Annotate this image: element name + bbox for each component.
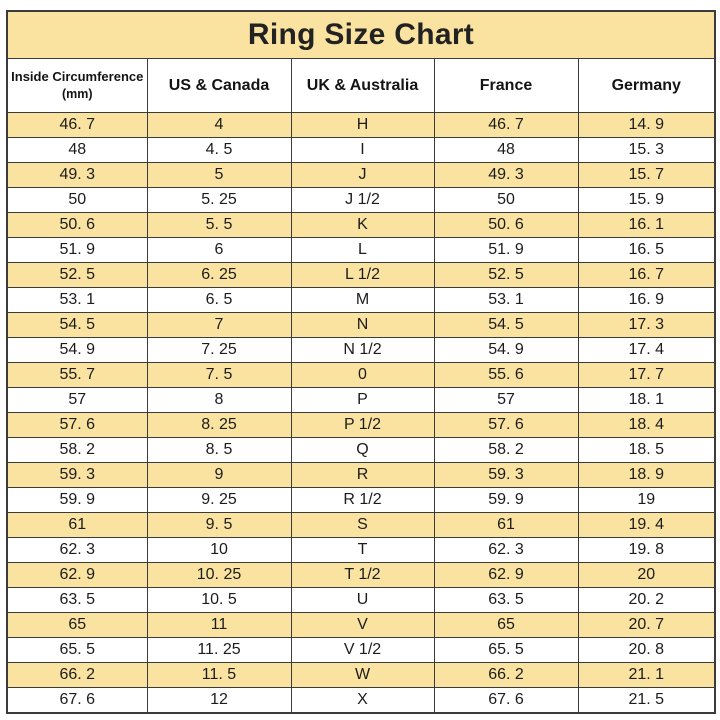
table-cell: 53. 1 — [7, 288, 147, 313]
table-cell: 51. 9 — [7, 238, 147, 263]
table-cell: 8. 5 — [147, 438, 291, 463]
table-row — [7, 488, 715, 513]
table-cell: 50. 6 — [434, 213, 578, 238]
table-cell: 17. 4 — [578, 338, 715, 363]
table-cell: 57 — [434, 388, 578, 413]
table-cell: 50. 6 — [7, 213, 147, 238]
table-row — [7, 263, 715, 288]
table-cell: 7 — [147, 313, 291, 338]
ring-size-chart-table — [6, 10, 716, 714]
table-cell: 19 — [578, 488, 715, 513]
table-cell: 11. 5 — [147, 663, 291, 688]
table-cell: K — [291, 213, 434, 238]
table-cell: Q — [291, 438, 434, 463]
table-cell: 16. 1 — [578, 213, 715, 238]
col-header-inside-circumference-unit: (mm) — [61, 86, 93, 101]
table-row — [7, 363, 715, 388]
table-cell: L 1/2 — [291, 263, 434, 288]
table-cell: H — [291, 113, 434, 138]
table-cell: 5 — [147, 163, 291, 188]
table-cell: 20 — [578, 563, 715, 588]
table-cell: 66. 2 — [7, 663, 147, 688]
table-cell: 49. 3 — [434, 163, 578, 188]
table-cell: 57. 6 — [7, 413, 147, 438]
table-cell: 0 — [291, 363, 434, 388]
table-cell: S — [291, 513, 434, 538]
table-cell: 11 — [147, 613, 291, 638]
table-cell: 51. 9 — [434, 238, 578, 263]
table-row — [7, 338, 715, 363]
table-row — [7, 513, 715, 538]
col-header-germany: Germany — [578, 59, 715, 113]
table-cell: 58. 2 — [7, 438, 147, 463]
table-cell: 17. 3 — [578, 313, 715, 338]
table-cell: 16. 7 — [578, 263, 715, 288]
table-row — [7, 238, 715, 263]
table-row — [7, 213, 715, 238]
table-cell: 63. 5 — [7, 588, 147, 613]
table-cell: I — [291, 138, 434, 163]
table-cell: 20. 8 — [578, 638, 715, 663]
table-cell: 9. 5 — [147, 513, 291, 538]
table-cell: 8. 25 — [147, 413, 291, 438]
table-cell: 57 — [7, 388, 147, 413]
table-cell: 65. 5 — [7, 638, 147, 663]
col-header-inside-circumference-label: Inside Circumference — [11, 69, 144, 85]
table-cell: 8 — [147, 388, 291, 413]
table-cell: 12 — [147, 688, 291, 714]
table-cell: 15. 3 — [578, 138, 715, 163]
table-cell: 59. 9 — [7, 488, 147, 513]
table-cell: V 1/2 — [291, 638, 434, 663]
table-cell: 54. 9 — [7, 338, 147, 363]
table-cell: 4 — [147, 113, 291, 138]
table-cell: 59. 9 — [434, 488, 578, 513]
table-cell: 48 — [7, 138, 147, 163]
table-cell: 18. 9 — [578, 463, 715, 488]
table-cell: 16. 9 — [578, 288, 715, 313]
table-cell: 5. 25 — [147, 188, 291, 213]
table-cell: 67. 6 — [7, 688, 147, 714]
table-cell: 52. 5 — [434, 263, 578, 288]
table-row — [7, 438, 715, 463]
table-cell: J 1/2 — [291, 188, 434, 213]
table-cell: 19. 4 — [578, 513, 715, 538]
table-row — [7, 638, 715, 663]
table-cell: T 1/2 — [291, 563, 434, 588]
table-row — [7, 313, 715, 338]
table-cell: 65 — [7, 613, 147, 638]
table-cell: 57. 6 — [434, 413, 578, 438]
table-cell: 63. 5 — [434, 588, 578, 613]
table-cell: 54. 5 — [434, 313, 578, 338]
column-header-row — [7, 59, 715, 113]
table-cell: 62. 3 — [7, 538, 147, 563]
table-cell: 6. 25 — [147, 263, 291, 288]
table-cell: N — [291, 313, 434, 338]
col-header-france: France — [434, 59, 578, 113]
table-cell: M — [291, 288, 434, 313]
table-row — [7, 113, 715, 138]
table-cell: 9. 25 — [147, 488, 291, 513]
table-cell: 20. 2 — [578, 588, 715, 613]
table-cell: 46. 7 — [7, 113, 147, 138]
table-cell: 65 — [434, 613, 578, 638]
table-cell: 54. 5 — [7, 313, 147, 338]
ring-size-table-body — [7, 113, 715, 714]
table-cell: 6 — [147, 238, 291, 263]
table-cell: 9 — [147, 463, 291, 488]
table-cell: 14. 9 — [578, 113, 715, 138]
table-cell: 58. 2 — [434, 438, 578, 463]
col-header-us-canada: US & Canada — [147, 59, 291, 113]
table-row — [7, 613, 715, 638]
table-cell: 5. 5 — [147, 213, 291, 238]
table-cell: 65. 5 — [434, 638, 578, 663]
table-cell: 61 — [7, 513, 147, 538]
table-cell: J — [291, 163, 434, 188]
table-cell: 18. 5 — [578, 438, 715, 463]
table-cell: 62. 9 — [434, 563, 578, 588]
table-cell: 20. 7 — [578, 613, 715, 638]
table-row — [7, 388, 715, 413]
table-cell: 6. 5 — [147, 288, 291, 313]
table-cell: 17. 7 — [578, 363, 715, 388]
table-cell: 18. 1 — [578, 388, 715, 413]
table-cell: L — [291, 238, 434, 263]
table-row — [7, 413, 715, 438]
table-cell: 52. 5 — [7, 263, 147, 288]
table-cell: 67. 6 — [434, 688, 578, 714]
table-cell: 54. 9 — [434, 338, 578, 363]
table-cell: W — [291, 663, 434, 688]
table-cell: P — [291, 388, 434, 413]
table-cell: U — [291, 588, 434, 613]
table-row — [7, 563, 715, 588]
table-cell: R 1/2 — [291, 488, 434, 513]
table-cell: 46. 7 — [434, 113, 578, 138]
col-header-uk-australia: UK & Australia — [291, 59, 434, 113]
table-cell: 49. 3 — [7, 163, 147, 188]
table-cell: 61 — [434, 513, 578, 538]
table-cell: 19. 8 — [578, 538, 715, 563]
table-cell: 62. 9 — [7, 563, 147, 588]
table-cell: 59. 3 — [7, 463, 147, 488]
table-cell: 59. 3 — [434, 463, 578, 488]
table-cell: 11. 25 — [147, 638, 291, 663]
table-cell: 50 — [7, 188, 147, 213]
table-cell: T — [291, 538, 434, 563]
table-cell: 15. 9 — [578, 188, 715, 213]
table-cell: 48 — [434, 138, 578, 163]
table-cell: 15. 7 — [578, 163, 715, 188]
table-cell: 55. 6 — [434, 363, 578, 388]
table-cell: 16. 5 — [578, 238, 715, 263]
col-header-inside-circumference — [7, 59, 147, 113]
table-row — [7, 288, 715, 313]
table-row — [7, 163, 715, 188]
table-cell: 10. 25 — [147, 563, 291, 588]
table-cell: 55. 7 — [7, 363, 147, 388]
table-cell: 66. 2 — [434, 663, 578, 688]
table-cell: 7. 5 — [147, 363, 291, 388]
table-cell: 7. 25 — [147, 338, 291, 363]
title-row — [7, 11, 715, 59]
table-row — [7, 663, 715, 688]
table-cell: 10 — [147, 538, 291, 563]
table-cell: 10. 5 — [147, 588, 291, 613]
table-cell: 18. 4 — [578, 413, 715, 438]
table-cell: 53. 1 — [434, 288, 578, 313]
table-cell: P 1/2 — [291, 413, 434, 438]
table-cell: R — [291, 463, 434, 488]
table-cell: V — [291, 613, 434, 638]
table-cell: 62. 3 — [434, 538, 578, 563]
table-cell: 50 — [434, 188, 578, 213]
table-row — [7, 688, 715, 714]
table-cell: N 1/2 — [291, 338, 434, 363]
table-cell: 4. 5 — [147, 138, 291, 163]
table-cell: X — [291, 688, 434, 714]
table-cell: 21. 1 — [578, 663, 715, 688]
table-row — [7, 188, 715, 213]
table-row — [7, 588, 715, 613]
table-row — [7, 538, 715, 563]
table-row — [7, 463, 715, 488]
table-row — [7, 138, 715, 163]
table-cell: 21. 5 — [578, 688, 715, 714]
chart-title: Ring Size Chart — [7, 11, 715, 59]
